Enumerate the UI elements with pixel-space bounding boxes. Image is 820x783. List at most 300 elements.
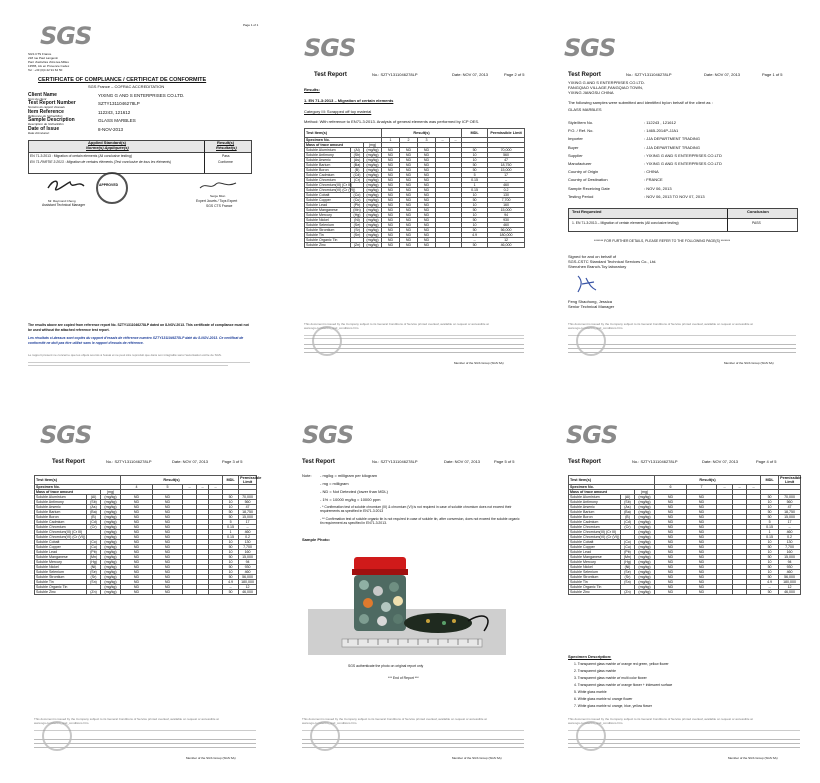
- spec-col: --: [209, 485, 223, 490]
- sgs-logo: SGS: [40, 421, 92, 449]
- table-cell: (mg/kg): [364, 153, 382, 158]
- table-cell: --: [462, 238, 488, 243]
- table-cell: (mg/kg): [101, 540, 121, 545]
- table-cell: ND: [655, 525, 687, 530]
- table-cell: (B): [621, 515, 635, 520]
- table-cell: Soluble Aluminium: [305, 148, 351, 153]
- table-cell: (mg/kg): [635, 565, 655, 570]
- table-cell: 15,000: [779, 515, 801, 520]
- info-label: Importer: [568, 136, 583, 142]
- table-cell: 10: [223, 560, 239, 565]
- table-cell: 560: [488, 153, 525, 158]
- table-cell: (Ni): [621, 565, 635, 570]
- table-cell: 15,000: [239, 555, 257, 560]
- table-cell: Soluble Lead: [305, 203, 351, 208]
- table-cell: ND: [153, 585, 183, 590]
- member-text: Member of the SGS Group (SGS SA): [728, 756, 778, 760]
- table-cell: ND: [655, 530, 687, 535]
- table-cell: (mg/kg): [364, 173, 382, 178]
- table-cell: Soluble Chromium: [569, 525, 621, 530]
- table-cell: ND: [400, 153, 418, 158]
- table-cell: ND: [400, 198, 418, 203]
- table-cell: Soluble Zinc: [569, 590, 621, 595]
- table-header: [35, 476, 257, 485]
- table-cell: ND: [418, 243, 436, 248]
- table-cell: ND: [153, 525, 183, 530]
- field-sublabel: Référence de l'échantillon: [28, 114, 63, 118]
- table-cell: ND: [655, 555, 687, 560]
- table-cell: ND: [400, 158, 418, 163]
- specimen-label: Specimen No.: [35, 485, 121, 490]
- table-cell: (Cu): [87, 545, 101, 550]
- table-cell: 50: [462, 198, 488, 203]
- table-cell: (mg/kg): [364, 213, 382, 218]
- table-cell: 50: [761, 590, 779, 595]
- table-cell: (mg/kg): [635, 575, 655, 580]
- info-label: Manufacturer: [568, 161, 592, 166]
- info-label: Style/Item No.: [568, 120, 594, 125]
- signature: [574, 272, 598, 294]
- table-cell: --: [779, 525, 801, 530]
- table-cell: ND: [121, 570, 153, 575]
- page-number: Page 1 of 1: [243, 23, 259, 27]
- table-cell: (Zn): [621, 590, 635, 595]
- table-cell: 50: [462, 168, 488, 173]
- table-cell: 47: [779, 505, 801, 510]
- sgs-logo: SGS: [564, 34, 616, 62]
- table-cell: 50: [462, 208, 488, 213]
- table-cell: ND: [687, 505, 717, 510]
- field-sublabel: Date d'émission: [28, 131, 50, 135]
- table-cell: (Sr): [351, 228, 364, 233]
- table-cell: ND: [418, 168, 436, 173]
- table-cell: ND: [121, 590, 153, 595]
- client-address: YIXING JIANGSU CHINA: [568, 90, 614, 95]
- note-line: - 1% = 10000 mg/kg = 10000 ppm: [320, 497, 381, 502]
- table-cell: 50: [223, 545, 239, 550]
- table-cell: 10: [223, 570, 239, 575]
- page-number: Page 1 of 5: [762, 72, 783, 77]
- table-cell: ND: [382, 238, 400, 243]
- table-cell: 930: [239, 565, 257, 570]
- table-cell: 94: [779, 560, 801, 565]
- table-cell: Soluble Chromium(VI) (Cr (VI)): [306, 188, 356, 192]
- table-cell: (Cr): [87, 525, 101, 530]
- sig-title: Senior Technical Manager: [568, 304, 615, 309]
- table-cell: Soluble Chromium(III) (Cr III): [306, 183, 353, 187]
- page-summary: [552, 0, 820, 390]
- further-details: ******* FOR FURTHER DETAILS, PLEASE REFER TO THE FOLLOWING PAGE(S) *******: [594, 239, 731, 243]
- table-cell: 10: [462, 203, 488, 208]
- table-cell: (mg/kg): [364, 243, 382, 248]
- table-cell: ND: [382, 163, 400, 168]
- member-text: Member of the SGS Group (SGS SA): [454, 361, 504, 365]
- table-cell: ND: [655, 560, 687, 565]
- table-cell: (mg/kg): [364, 178, 382, 183]
- std-header: Applied Standard(s): [88, 140, 127, 145]
- table-cell: Soluble Arsenic: [305, 158, 351, 163]
- table-cell: 10: [223, 550, 239, 555]
- address-line: 13565, Aix en Provence Cedex: [28, 64, 70, 68]
- table-cell: 46,000: [779, 590, 801, 595]
- table-cell: ND: [418, 238, 436, 243]
- table-row: [35, 590, 257, 595]
- field-label: Sample Description: [28, 117, 75, 123]
- spec-col: --: [450, 138, 462, 143]
- page-results-4: [552, 395, 820, 783]
- table-cell: ND: [687, 500, 717, 505]
- table-cell: (Ba): [87, 510, 101, 515]
- page-number: Page 2 of 5: [504, 72, 525, 77]
- table-cell: Soluble Antimony: [305, 153, 351, 158]
- table-cell: (Sb): [87, 500, 101, 505]
- table-cell: (As): [621, 505, 635, 510]
- table-cell: (mg/kg): [101, 590, 121, 595]
- table-cell: 10: [462, 158, 488, 163]
- table-cell: (Sr): [621, 575, 635, 580]
- fine-print: This document is issued by the Company subject to its General Conditions of Service printed overleaf, available on request or accessible at www.sgs.com/terms_and_conditions.htm.: [302, 717, 487, 725]
- table-cell: 70,000: [779, 495, 801, 500]
- table-cell: Soluble Selenium: [569, 570, 621, 575]
- footer-line: [568, 352, 796, 353]
- table-cell: 94: [488, 213, 525, 218]
- table-cell: ND: [418, 223, 436, 228]
- mass-label: Mass of trace amount: [569, 490, 635, 495]
- category-label: Category III: Scrapped off toy material: [304, 109, 372, 114]
- table-cell: (mg/kg): [635, 545, 655, 550]
- table-cell: 4.9: [223, 580, 239, 585]
- table-cell: (mg/kg): [101, 515, 121, 520]
- table-cell: Soluble Aluminium: [35, 495, 87, 500]
- table-cell: 130: [488, 193, 525, 198]
- table-cell: (Hg): [351, 213, 364, 218]
- table-cell: (mg/kg): [635, 495, 655, 500]
- section-title: 1. EN 71-3:2013 – Migration of certain elements: [304, 98, 394, 103]
- fine-print: This document is issued by the Company subject to its General Conditions of Service printed overleaf, available on request or accessible at www.sgs.com/terms_and_conditions.htm.: [304, 322, 489, 330]
- table-cell: ND: [153, 560, 183, 565]
- field-sublabel: Numéro du rapport d'essais: [28, 105, 65, 109]
- table-cell: (Zn): [351, 243, 364, 248]
- table-cell: ND: [418, 178, 436, 183]
- table-cell: Soluble Tin: [305, 233, 351, 238]
- table-cell: ND: [655, 535, 687, 540]
- table-cell: ND: [153, 590, 183, 595]
- table-row: [569, 590, 801, 595]
- table-cell: (Mn): [621, 555, 635, 560]
- table-cell: 50: [761, 575, 779, 580]
- table-cell: 7,700: [779, 545, 801, 550]
- table-cell: ND: [400, 243, 418, 248]
- table-cell: (mg/kg): [101, 550, 121, 555]
- table-cell: 50: [761, 555, 779, 560]
- concl-row: PASS: [752, 221, 761, 225]
- table-cell: ND: [382, 158, 400, 163]
- table-cell: ND: [121, 545, 153, 550]
- table-cell: Soluble Zinc: [35, 590, 87, 595]
- table-cell: (mg/kg): [635, 570, 655, 575]
- note-line: - ND = Not Detected (lower than MDL): [320, 489, 388, 494]
- table-cell: 0.15: [462, 178, 488, 183]
- note-line: - mg = milligram: [320, 481, 349, 486]
- table-cell: (mg/kg): [101, 565, 121, 570]
- table-cell: ND: [382, 193, 400, 198]
- table-cell: Soluble Manganese: [35, 555, 87, 560]
- table-cell: 56,000: [239, 575, 257, 580]
- table-cell: 70,000: [488, 148, 525, 153]
- table-cell: 10: [462, 213, 488, 218]
- table-cell: 5: [761, 520, 779, 525]
- table-cell: ND: [153, 500, 183, 505]
- table-cell: ND: [687, 565, 717, 570]
- col-item: Test Item(s): [569, 476, 655, 485]
- table-row: [305, 243, 525, 248]
- table-cell: 5: [223, 520, 239, 525]
- table-cell: Soluble Boron: [35, 515, 87, 520]
- table-cell: (Se): [621, 570, 635, 575]
- table-cell: 180,000: [239, 580, 257, 585]
- table-cell: ND: [418, 183, 436, 188]
- table-cell: Soluble Manganese: [569, 555, 621, 560]
- table-cell: ND: [400, 218, 418, 223]
- table-cell: ND: [655, 495, 687, 500]
- report-number: No.: SZTY1311046278LP: [626, 72, 672, 77]
- table-cell: 18,750: [239, 510, 257, 515]
- table-cell: (mg/kg): [101, 580, 121, 585]
- page-number: Page 5 of 5: [494, 459, 515, 464]
- table-cell: ND: [400, 208, 418, 213]
- field-value: GLASS MARBLES: [98, 118, 136, 123]
- fine-print: Le rapport présent ne concerne que les objets soumis à l'essai et ne peut être reproduit que dans son intégralité sans l'autorisation écrite de SGS.: [28, 353, 222, 357]
- col-item: Test Item(s): [35, 476, 121, 485]
- table-cell: (mg/kg): [635, 505, 655, 510]
- table-cell: Soluble Nickel: [305, 218, 351, 223]
- table-cell: Soluble Tin: [569, 580, 621, 585]
- table-cell: ND: [400, 163, 418, 168]
- report-number: No.: SZTY1311046278LP: [632, 459, 678, 464]
- table-cell: 70,000: [239, 495, 257, 500]
- mass-label: Mass of trace amount: [35, 490, 101, 495]
- table-cell: ND: [382, 153, 400, 158]
- table-cell: (Co): [87, 540, 101, 545]
- table-cell: 50: [223, 495, 239, 500]
- table-cell: (Ni): [351, 218, 364, 223]
- field-label: Client Name: [28, 92, 57, 98]
- fine-print-line: [28, 362, 250, 363]
- table-cell: ND: [400, 223, 418, 228]
- table-cell: (mg/kg): [101, 510, 121, 515]
- table-cell: (mg/kg): [364, 188, 382, 193]
- footer-line: [302, 739, 524, 740]
- table-cell: 1: [462, 183, 488, 188]
- report-number: No.: SZTY1311046278LP: [372, 459, 418, 464]
- table-cell: (mg/kg): [364, 158, 382, 163]
- certificate-title: CERTIFICATE OF COMPLIANCE / CERTIFICAT DE CONFORMITE: [38, 77, 207, 83]
- table-cell-empty: [436, 243, 450, 248]
- sgs-logo: SGS: [302, 421, 354, 449]
- table-cell: 130: [779, 540, 801, 545]
- mass-unit: (mg): [101, 490, 121, 495]
- table-cell: Soluble Cobalt: [305, 193, 351, 198]
- table-cell: Soluble Cadmium: [305, 173, 351, 178]
- page-number: Page 4 of 5: [756, 459, 777, 464]
- table-cell: ND: [121, 530, 153, 535]
- table-cell: (Cr): [621, 525, 635, 530]
- table-cell: 560: [239, 500, 257, 505]
- table-cell: (Co): [621, 540, 635, 545]
- table-cell: 460: [488, 183, 525, 188]
- table-cell: ND: [153, 570, 183, 575]
- member-text: Member of the SGS Group (SGS SA): [186, 756, 236, 760]
- table-cell: (mg/kg): [101, 520, 121, 525]
- col-result: Result(s): [655, 476, 761, 485]
- test-report-title: Test Report: [568, 72, 601, 78]
- info-value: : NOV 06, 2013 TO NOV 07, 2013: [644, 193, 705, 199]
- sgs-logo: SGS: [566, 421, 618, 449]
- table-cell: (mg/kg): [364, 168, 382, 173]
- field-value: SZTY1311046278LP: [98, 101, 140, 106]
- table-cell: (mg/kg): [635, 580, 655, 585]
- table-cell: (mg/kg): [364, 238, 382, 243]
- table-cell: ND: [382, 228, 400, 233]
- table-cell: 50: [462, 163, 488, 168]
- table-cell: 10: [223, 505, 239, 510]
- std-row-fr: EN 71-PARTIE 3:2013 : Migration de certains éléments (Test conclusive de tous les éléments): [30, 160, 172, 164]
- table-cell: (As): [87, 505, 101, 510]
- sample-photo: [308, 551, 506, 655]
- table-cell: ND: [687, 540, 717, 545]
- fine-print-line: [28, 365, 228, 366]
- table-cell: Soluble Copper: [35, 545, 87, 550]
- table-cell: ND: [655, 580, 687, 585]
- table-cell: 460: [239, 570, 257, 575]
- specimen-label: Specimen No.: [305, 138, 382, 143]
- table-cell: 0.15: [223, 525, 239, 530]
- table-cell: ND: [400, 228, 418, 233]
- mass-unit: (mg): [635, 490, 655, 495]
- table-cell: ND: [121, 575, 153, 580]
- table-cell: ND: [382, 233, 400, 238]
- info-label: Buyer: [568, 144, 579, 150]
- table-cell: (mg/kg): [635, 535, 655, 540]
- table-cell: (Cd): [87, 520, 101, 525]
- table-cell: ND: [418, 228, 436, 233]
- table-cell: ND: [400, 233, 418, 238]
- table-cell: (Cr): [351, 178, 364, 183]
- table-cell: (mg/kg): [364, 218, 382, 223]
- table-cell: 7,700: [239, 545, 257, 550]
- table-cell: 930: [779, 565, 801, 570]
- field-sublabel: Nom du client: [28, 97, 47, 101]
- spec-col: 5: [153, 485, 183, 490]
- info-value: : 112243 , 121612: [644, 120, 676, 125]
- method-label: Method: With reference to EN71-3:2013. Analysis of general elements was performed by ICP OES.: [304, 119, 480, 124]
- info-value: : 1465-2014P-JJA1: [644, 128, 679, 134]
- table-cell: ND: [153, 540, 183, 545]
- table-cell: (mg/kg): [364, 193, 382, 198]
- table-cell: (Cd): [621, 520, 635, 525]
- table-cell: 50: [223, 565, 239, 570]
- page-results-3: [0, 395, 268, 783]
- note-line: - mg/kg = milligram per kilogram: [320, 473, 378, 478]
- table-cell: (Zn): [87, 590, 101, 595]
- table-cell: Soluble Selenium: [35, 570, 87, 575]
- table-cell: 18,750: [488, 163, 525, 168]
- table-cell: ND: [655, 575, 687, 580]
- address-line: 218 rue Paul Langevin: [28, 56, 59, 60]
- page-certificate: [0, 0, 268, 390]
- table-cell: ND: [382, 203, 400, 208]
- table-cell: ND: [655, 505, 687, 510]
- table-cell: ND: [121, 495, 153, 500]
- table-cell: Soluble Barium: [35, 510, 87, 515]
- specimen-desc: 1. Transparent glass marble w/ orange red green, yellow flower: [574, 662, 669, 666]
- col-mdl: MDL: [223, 476, 239, 485]
- page-results-2: [276, 0, 544, 390]
- table-cell: ND: [400, 203, 418, 208]
- table-cell: Soluble Copper: [569, 545, 621, 550]
- table-cell: Soluble Nickel: [35, 565, 87, 570]
- fine-print: This document is issued by the Company subject to its General Conditions of Service printed overleaf, available on request or accessible at www.sgs.com/terms_and_conditions.htm.: [568, 717, 753, 725]
- table-cell: Soluble Copper: [305, 198, 351, 203]
- table-cell: ND: [382, 223, 400, 228]
- table-cell: 7,700: [488, 198, 525, 203]
- table-cell: (Cd): [351, 173, 364, 178]
- results-table: [304, 128, 525, 248]
- col-item: Test Item(s): [305, 129, 382, 138]
- table-cell: 50: [761, 495, 779, 500]
- sig2-name: Serge Mion: [210, 194, 226, 198]
- table-cell: (Hg): [87, 560, 101, 565]
- table-cell: 930: [488, 218, 525, 223]
- results-table: [568, 475, 801, 595]
- table-cell: (Mn): [87, 555, 101, 560]
- table-cell: 50: [462, 243, 488, 248]
- table-cell: ND: [418, 233, 436, 238]
- table-cell: 180,000: [779, 580, 801, 585]
- table-cell: ND: [382, 188, 400, 193]
- mass-label: Mass of trace amount: [305, 143, 364, 148]
- table-cell: (mg/kg): [635, 585, 655, 590]
- table-cell: ND: [153, 565, 183, 570]
- table-cell: 50: [761, 545, 779, 550]
- table-cell: 15,000: [239, 515, 257, 520]
- table-cell: 180,000: [488, 233, 525, 238]
- info-label: Country of Destination: [568, 177, 608, 183]
- mass-unit: (mg): [364, 143, 382, 148]
- info-value: : CHINA: [644, 169, 659, 175]
- table-cell: ND: [687, 555, 717, 560]
- table-cell: ND: [418, 158, 436, 163]
- signed-line: Shenzhen Branch-Toy laboratory: [568, 264, 627, 269]
- table-cell: ND: [153, 510, 183, 515]
- table-cell: 50: [462, 218, 488, 223]
- table-cell: Soluble Organic Tin: [35, 585, 87, 590]
- table-cell: 56,000: [488, 228, 525, 233]
- info-label: Supplier: [568, 152, 583, 158]
- specimen-desc-title: Specimen Description:: [568, 654, 612, 659]
- table-cell: (mg/kg): [364, 163, 382, 168]
- table-cell: ND: [400, 188, 418, 193]
- field-value: 112243, 121612: [98, 110, 131, 115]
- table-cell: (Mn): [351, 208, 364, 213]
- sgs-logo: SGS: [304, 34, 356, 62]
- table-cell: 17: [239, 520, 257, 525]
- table-cell: Soluble Cadmium: [569, 520, 621, 525]
- sig1-name: Mr. Raymond Cheng: [48, 199, 76, 203]
- col-result: Result(s): [382, 129, 462, 138]
- table-cell: ND: [418, 218, 436, 223]
- table-cell: ND: [418, 173, 436, 178]
